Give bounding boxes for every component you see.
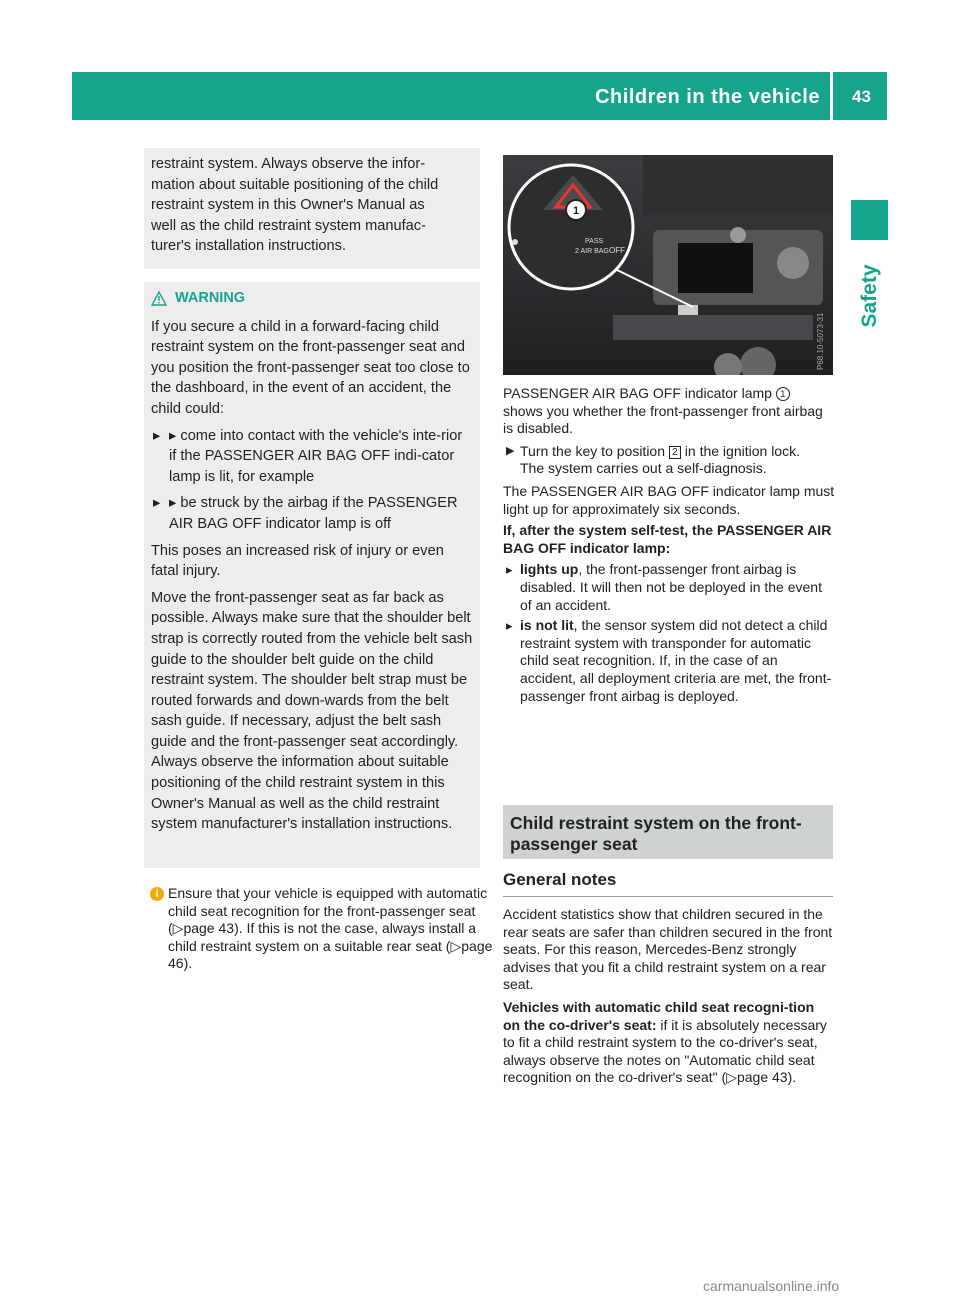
header-divider xyxy=(830,72,833,120)
page-number: 43 xyxy=(852,87,871,106)
svg-text:2 AIR BAG: 2 AIR BAG xyxy=(575,248,609,255)
instruction-step: ▶ Turn the key to position 2 in the ignition lock. The system carries out a self-diagnosis. xyxy=(506,442,800,477)
step-arrow-icon: ▶ xyxy=(506,444,515,457)
dashboard-photo xyxy=(503,155,833,375)
page-link[interactable]: page 46 xyxy=(168,937,493,971)
warning-paragraph-1: If you secure a child in a forward-facing child restraint system on the front-passenger seat and you position the front-passenger seat too close to the dashboard, in the event of an accident, the child could: xyxy=(151,318,470,417)
warning-bullet-2: ▸ ▸ be struck by the airbag if the PASSENGER AIR BAG OFF indicator lamp is off xyxy=(151,493,473,534)
side-tab-marker xyxy=(851,200,888,240)
warning-heading: WARNING xyxy=(151,288,473,309)
svg-text:OFF: OFF xyxy=(609,246,625,255)
bullet-icon: ▸ xyxy=(506,618,513,634)
bullet-icon: ▸ ▸ xyxy=(153,495,161,512)
page-ref-arrow-icon: ▷ xyxy=(450,937,462,954)
svg-text:PASS: PASS xyxy=(585,238,604,245)
right-column xyxy=(503,385,835,705)
page-link[interactable]: page 43 xyxy=(183,920,235,936)
general-notes-body xyxy=(503,906,835,1087)
callout-1-icon: 1 xyxy=(776,387,790,401)
warning-box xyxy=(144,282,480,868)
warning-bullet-1: ▸ ▸ come into contact with the vehicle's inte-rior if the PASSENGER AIR BAG OFF indi-cator lamp is lit, for example xyxy=(151,426,473,488)
warning-paragraph-2: This poses an increased risk of injury or even fatal injury. xyxy=(151,542,444,580)
statistics-paragraph: Accident statistics show that children secured in the rear seats are safer than children secured in the front seats. For this reason, Mercedes-Benz strongly advises that you fit a child restraint system on a rear seat. xyxy=(503,906,833,993)
result-bullet-2: ▸ is not lit, the sensor system did not detect a child restraint system with transponder for automatic child seat recognition. If, in the case of an accident, all deployment criteria are met, the front-passenger front airbag is deployed. xyxy=(506,617,832,704)
self-test-heading: If, after the system self-test, the PASSENGER AIR BAG OFF indicator lamp: xyxy=(503,522,832,556)
subheading: General notes xyxy=(503,870,833,897)
side-tab-label: Safety xyxy=(858,264,881,328)
section-heading: Child restraint system on the front-passenger seat xyxy=(510,813,802,854)
co-driver-paragraph: Vehicles with automatic child seat recogni-tion on the co-driver's seat: if it is absolutely necessary to fit a child restraint system to the co-driver's seat, always observe the notes on "Automatic child seat recognition on the co-driver's seat" (▷page 43). xyxy=(503,998,827,1086)
info-icon: i xyxy=(150,887,164,901)
section-heading-box xyxy=(503,805,833,859)
header-bar xyxy=(72,72,887,120)
page-ref-arrow-icon: ▷ xyxy=(172,920,184,936)
warning-triangle-icon xyxy=(151,291,167,306)
page-link[interactable]: page 43 xyxy=(736,1069,788,1086)
svg-text:1: 1 xyxy=(572,205,580,217)
intro-text: restraint system. Always observe the infor- mation about suitable positioning of the child restraint system in this Owner's Manual as well as the child restraint system manufac- turer's installation instructions. xyxy=(151,156,439,255)
intro-box xyxy=(144,148,480,269)
lamp-duration-text: The PASSENGER AIR BAG OFF indicator lamp must light up for approximately six seconds. xyxy=(503,482,835,517)
photo-caption: PASSENGER AIR BAG OFF indicator lamp 1 shows you whether the front-passenger front airbag is disabled. xyxy=(503,385,823,437)
bullet-icon: ▸ ▸ xyxy=(153,427,161,444)
watermark: carmanualsonline.info xyxy=(703,1278,840,1294)
result-bullet-1: ▸ lights up, the front-passenger front airbag is disabled. It will then not be deployed in the event of an accident. xyxy=(506,561,822,613)
warning-paragraph-3: Move the front-passenger seat as far back as possible. Always make sure that the shoulder belt strap is correctly routed from the vehicle belt sash guide to the shoulder belt guide on the child restraint system. The shoulder belt strap must be routed forwards and down-wards from the belt sash guide. If necessary, adjust the belt sash guide and the front-passenger seat accordingly. Always observe the information about suitable positioning of the child restraint system in this Owner's Manual as well as the child restraint system manufacturer's installation instructions. xyxy=(151,589,473,833)
svg-text:P68.10-5073-31: P68.10-5073-31 xyxy=(816,312,825,370)
info-note: i Ensure that your vehicle is equipped with automatic child seat recognition for the front-passenger seat (▷page 43). If this is not the case, always install a child restraint system on a suitable rear seat (▷page 46). xyxy=(150,885,500,973)
key-position-2-icon: 2 xyxy=(669,446,681,459)
bullet-icon: ▸ xyxy=(506,562,513,578)
page-ref-arrow-icon: ▷ xyxy=(726,1069,737,1086)
section-title: Children in the vehicle xyxy=(595,86,820,108)
